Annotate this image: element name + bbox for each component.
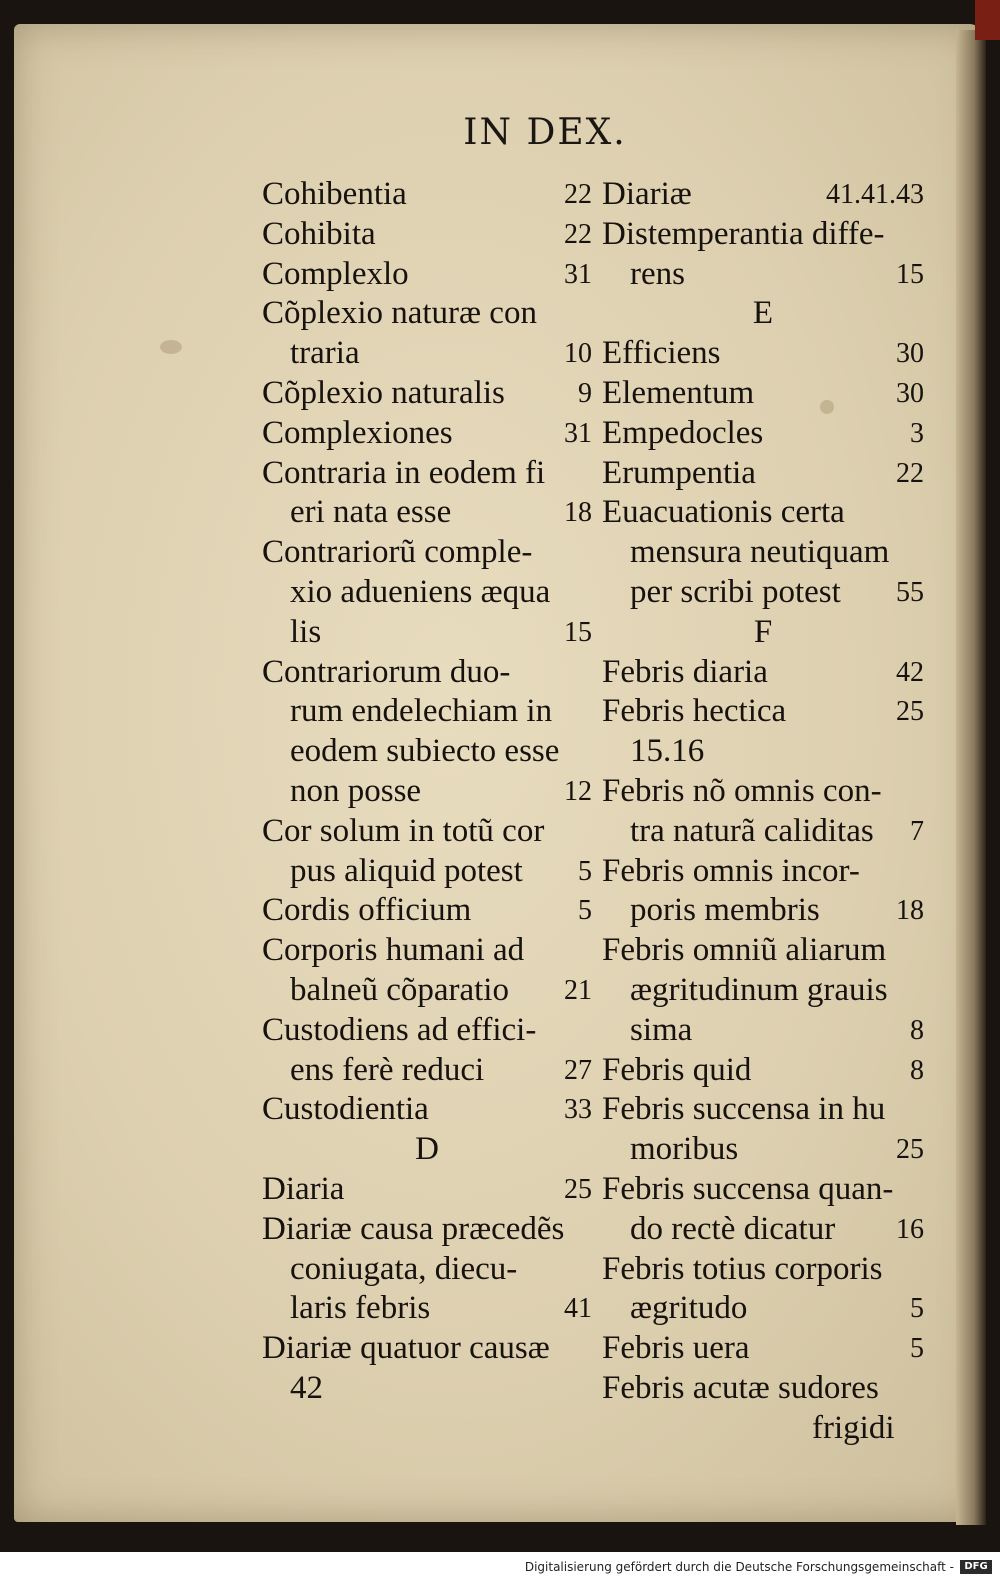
index-entry bbox=[602, 1170, 924, 1210]
index-term: Diariæ quatuor causæ bbox=[262, 1330, 550, 1367]
index-column-left bbox=[262, 175, 592, 1409]
index-term: traria bbox=[290, 335, 360, 372]
index-term: Febris hectica bbox=[602, 693, 787, 730]
index-entry bbox=[602, 692, 924, 732]
index-entry bbox=[262, 772, 592, 812]
page-title: IN DEX. bbox=[463, 112, 627, 153]
index-entry bbox=[602, 175, 924, 215]
index-term: Distemperantia diffe- bbox=[602, 215, 885, 252]
index-entry bbox=[262, 732, 592, 772]
index-entry bbox=[262, 374, 592, 414]
index-term: xio adueniens æqua bbox=[290, 573, 551, 610]
index-term: Empedocles bbox=[602, 414, 764, 451]
page-reference: 41 bbox=[564, 1293, 592, 1325]
index-entry bbox=[602, 1250, 924, 1290]
page-reference: 5 bbox=[578, 855, 592, 887]
index-entry bbox=[602, 255, 924, 295]
index-term: 42 bbox=[290, 1369, 323, 1406]
index-term: Febris diaria bbox=[602, 653, 768, 690]
page-reference: 27 bbox=[564, 1054, 592, 1086]
index-entry bbox=[602, 493, 924, 533]
index-entry bbox=[602, 1090, 924, 1130]
index-entry bbox=[602, 772, 924, 812]
index-term: ægritudinum grauis bbox=[630, 971, 888, 1008]
page-reference: 41.41.43 bbox=[826, 179, 924, 210]
index-term: Cordis officium bbox=[262, 892, 472, 929]
index-term: Diariæ bbox=[602, 176, 692, 212]
page-reference: 15 bbox=[564, 616, 592, 648]
index-entry bbox=[262, 852, 592, 892]
page-reference: 3 bbox=[910, 417, 924, 449]
index-entry bbox=[262, 334, 592, 374]
index-column-right bbox=[602, 175, 924, 1449]
index-term: pus aliquid potest bbox=[290, 852, 523, 889]
index-entry bbox=[262, 931, 592, 971]
index-entry bbox=[262, 613, 592, 653]
index-entry bbox=[262, 493, 592, 533]
index-term: mensura neutiquam bbox=[630, 534, 890, 571]
index-term: laris febris bbox=[290, 1290, 431, 1327]
page-reference: 25 bbox=[564, 1173, 592, 1205]
page-reference: 18 bbox=[564, 497, 592, 529]
index-entry bbox=[602, 1130, 924, 1170]
index-term: lis bbox=[290, 613, 322, 650]
index-entry bbox=[602, 1011, 924, 1051]
page-reference: 10 bbox=[564, 338, 592, 370]
page-reference: 16 bbox=[896, 1213, 924, 1245]
index-term: Febris succensa in hu bbox=[602, 1091, 886, 1128]
page-reference: 22 bbox=[564, 218, 592, 250]
index-term: moribus bbox=[630, 1131, 739, 1168]
index-entry bbox=[262, 175, 592, 215]
index-entry bbox=[262, 1090, 592, 1130]
index-entry bbox=[262, 1170, 592, 1210]
index-entry bbox=[602, 1051, 924, 1091]
index-term: Cõplexio naturalis bbox=[262, 374, 505, 411]
index-entry bbox=[602, 334, 924, 374]
index-term: eodem subiecto esse bbox=[290, 733, 560, 770]
index-term: frigidi bbox=[812, 1409, 895, 1446]
page-reference: 25 bbox=[896, 696, 924, 728]
index-entry bbox=[262, 414, 592, 454]
index-entry bbox=[602, 1409, 924, 1449]
index-term: Diaria bbox=[262, 1170, 345, 1207]
index-term: Febris uera bbox=[602, 1330, 750, 1367]
index-term: F bbox=[753, 613, 773, 650]
page-reference: 15 bbox=[896, 258, 924, 290]
index-term: rum endelechiam in bbox=[290, 693, 553, 730]
index-entry bbox=[602, 812, 924, 852]
index-term: Custodientia bbox=[262, 1091, 429, 1128]
index-term: rens bbox=[630, 255, 685, 292]
index-entry bbox=[602, 653, 924, 693]
index-term: Febris omnis incor- bbox=[602, 852, 860, 889]
index-term: Cor solum in totũ cor bbox=[262, 812, 545, 849]
index-entry bbox=[262, 1011, 592, 1051]
index-entry bbox=[602, 414, 924, 454]
index-term: 15.16 bbox=[630, 733, 705, 770]
page-reference: 5 bbox=[578, 895, 592, 927]
index-entry bbox=[262, 533, 592, 573]
index-term: coniugata, diecu- bbox=[290, 1250, 518, 1287]
index-entry bbox=[262, 692, 592, 732]
index-term: non posse bbox=[290, 772, 422, 809]
index-entry bbox=[602, 215, 924, 255]
index-entry bbox=[602, 931, 924, 971]
index-entry bbox=[262, 812, 592, 852]
index-entry bbox=[262, 573, 592, 613]
index-term: Febris quid bbox=[602, 1051, 752, 1088]
index-term: D bbox=[415, 1131, 439, 1168]
page-reference: 7 bbox=[910, 815, 924, 847]
index-term: Corporis humani ad bbox=[262, 932, 525, 969]
index-term: ens ferè reduci bbox=[290, 1051, 485, 1088]
index-entry bbox=[602, 1289, 924, 1329]
index-term: Cohibita bbox=[262, 215, 376, 252]
dfg-logo: DFG bbox=[960, 1560, 992, 1574]
ink-spot bbox=[160, 340, 182, 354]
index-term: poris membris bbox=[630, 892, 820, 929]
index-entry bbox=[262, 1289, 592, 1329]
index-entry bbox=[262, 891, 592, 931]
index-entry bbox=[602, 454, 924, 494]
index-term: Euacuationis certa bbox=[602, 494, 845, 531]
index-entry bbox=[602, 374, 924, 414]
index-term: Contraria in eodem fi bbox=[262, 454, 546, 491]
index-entry bbox=[262, 1210, 592, 1250]
index-entry bbox=[602, 891, 924, 931]
index-term: ægritudo bbox=[630, 1290, 748, 1327]
page-reference: 21 bbox=[564, 974, 592, 1006]
index-entry bbox=[602, 971, 924, 1011]
binding-edge bbox=[975, 0, 1000, 40]
index-term: tra naturã caliditas bbox=[630, 812, 874, 849]
page-reference: 30 bbox=[896, 377, 924, 409]
index-term: Contrariorum duo- bbox=[262, 653, 511, 690]
index-entry bbox=[262, 454, 592, 494]
index-entry bbox=[262, 1329, 592, 1369]
page-reference: 25 bbox=[896, 1134, 924, 1166]
index-entry bbox=[262, 1250, 592, 1290]
index-entry bbox=[262, 971, 592, 1011]
index-term: Febris totius corporis bbox=[602, 1250, 883, 1287]
index-entry bbox=[262, 255, 592, 295]
index-term: Febris succensa quan- bbox=[602, 1170, 894, 1207]
page-reference: 8 bbox=[910, 1054, 924, 1086]
index-term: Febris omniũ aliarum bbox=[602, 932, 887, 969]
page-reference: 8 bbox=[910, 1014, 924, 1046]
index-term: sima bbox=[630, 1011, 693, 1048]
page-reference: 55 bbox=[896, 576, 924, 608]
page-reference: 5 bbox=[910, 1293, 924, 1325]
page-reference: 12 bbox=[564, 775, 592, 807]
index-entry bbox=[262, 215, 592, 255]
index-term: eri nata esse bbox=[290, 494, 452, 531]
page-reference: 31 bbox=[564, 258, 592, 290]
index-term: Complexiones bbox=[262, 414, 453, 451]
index-term: Erumpentia bbox=[602, 454, 756, 491]
index-entry bbox=[602, 613, 924, 653]
page-reference: 5 bbox=[910, 1333, 924, 1365]
index-entry bbox=[262, 294, 592, 334]
index-entry bbox=[602, 1369, 924, 1409]
footer-credit: Digitalisierung gefördert durch die Deutsche Forschungsgemeinschaft - bbox=[524, 1560, 954, 1574]
page-edge bbox=[956, 30, 986, 1525]
index-entry bbox=[262, 1051, 592, 1091]
page-reference: 22 bbox=[896, 457, 924, 489]
index-term: Cohibentia bbox=[262, 176, 407, 212]
index-term: do rectè dicatur bbox=[630, 1210, 836, 1247]
index-term: Complexlo bbox=[262, 255, 409, 292]
index-entry bbox=[262, 1369, 592, 1409]
index-entry bbox=[602, 1210, 924, 1250]
index-term: Contrariorũ comple- bbox=[262, 534, 533, 571]
page-reference: 33 bbox=[564, 1094, 592, 1126]
index-term: Febris acutæ sudores bbox=[602, 1369, 879, 1406]
footer-bar bbox=[0, 1552, 1000, 1582]
page-reference: 30 bbox=[896, 338, 924, 370]
page-reference: 42 bbox=[896, 656, 924, 688]
index-term: E bbox=[752, 295, 774, 332]
index-entry bbox=[602, 1329, 924, 1369]
page-reference: 9 bbox=[578, 377, 592, 409]
index-term: Febris nõ omnis con- bbox=[602, 772, 882, 809]
index-term: Efficiens bbox=[602, 335, 721, 372]
index-term: balneũ cõparatio bbox=[290, 971, 509, 1008]
index-entry bbox=[262, 653, 592, 693]
index-term: Cõplexio naturæ con bbox=[262, 295, 537, 332]
page-reference: 18 bbox=[896, 895, 924, 927]
index-entry bbox=[602, 573, 924, 613]
index-term: per scribi potest bbox=[630, 573, 841, 610]
index-term: Custodiens ad effici- bbox=[262, 1011, 537, 1048]
page-header bbox=[0, 112, 1000, 153]
index-term: Diariæ causa præcedẽs bbox=[262, 1210, 565, 1247]
index-entry bbox=[262, 1130, 592, 1170]
index-entry bbox=[602, 732, 924, 772]
index-entry bbox=[602, 294, 924, 334]
page-reference: 22 bbox=[564, 179, 592, 210]
index-entry bbox=[602, 852, 924, 892]
index-term: Elementum bbox=[602, 374, 755, 411]
page-reference: 31 bbox=[564, 417, 592, 449]
index-entry bbox=[602, 533, 924, 573]
